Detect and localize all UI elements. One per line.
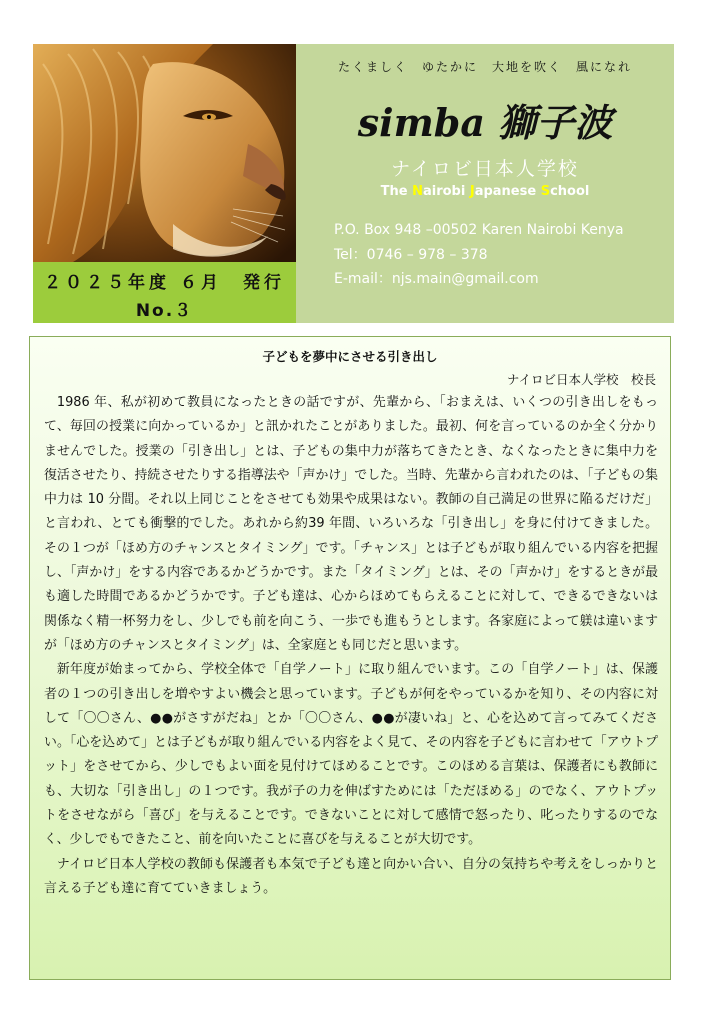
school-name-en: The Nairobi Japanese School (380, 184, 590, 199)
article-paragraph: ナイロビ日本人学校の教師も保護者も本気で子ども達と向かい合い、自分の気持ちや考えをしっかりと言える子ども達に育てていきましょう。 (44, 856, 658, 896)
masthead-panel (296, 44, 674, 323)
telephone: Tel：0746 – 978 – 378 (334, 246, 488, 263)
lion-photo (33, 44, 296, 262)
school-motto: たくましく ゆたかに 大地を吹く 風になれ (337, 60, 632, 74)
issue-info (33, 262, 296, 323)
postal-address: P.O. Box 948 –00502 Karen Nairobi Kenya (334, 222, 624, 238)
issue-number: No.３ (135, 301, 194, 321)
principal-article (29, 336, 671, 980)
article-author: ナイロビ日本人学校 校長 (506, 372, 656, 387)
article-title: 子どもを夢中にさせる引き出し (262, 349, 438, 364)
article-body (44, 391, 658, 901)
article-paragraph: 1986 年、私が初めて教員になったときの話ですが、先輩から、「おまえは、いくつの引き出しをもって、毎回の授業に向かっているか」と訊かれたことがありました。最初、何を言っているのか全く分かりませんでした。授業の「引き出し」とは、子どもの集中力が落ちてきたとき、なくなったときに集中力を復活させたり、持続させたりする指導法や「声かけ」でした。当時、先輩から言われたのは、「子どもの集中力は 10 分間。それ以上同じことをさせても効果や成果はない。教師の自己満足の世界に陥るだけだ」と言われ、とても衝撃的でした。あれから約39 年間、いろいろな「引き出し」を身に付けてきました。その１つが「ほめ方のチャンスとタイミング」です。「チャンス」とは子どもが取り組んでいる内容を把握し、「声かけ」をする内容であるかどうかです。また「タイミング」とは、その「声かけ」をするときが最も適した時間であるかどうかです。子ども達は、心からほめてもらえることに対して、できるできないは関係なく精一杯努力をし、少しでも前を向こう、一歩でも進もうとします。各家庭によって躾は違いますが「ほめ方のチャンスとタイミング」は、全家庭とも同じだと思います。 (44, 395, 658, 653)
article-paragraph: 新年度が始まってから、学校全体で「自学ノート」に取り組んでいます。この「自学ノート」は、保護者の１つの引き出しを増やすよい機会と思っています。子どもが何をやっているかを知り、その内容に対して「〇〇さん、●●がさすがだね」とか「〇〇さん、●●が凄いね」と、心を込めて言ってみてください。「心を込めて」とは子どもが取り組んでいる内容をよく見て、その内容を子どもに言わせて「アウトプット」をさせてから、少しでもよい面を見付けてほめることです。このほめる言葉は、保護者にも教師にも、大切な「引き出し」の１つです。我が子の力を伸ばすためには「ただほめる」のでなく、アウトプットをさせながら「喜び」を与えることです。できないことに対して感情で怒ったり、叱ったりするのでなく、少しでもできたこと、前を向いたことに喜びを与えることが大切です。 (44, 662, 658, 848)
email-address[interactable]: E-mail：njs.main@gmail.com (334, 271, 539, 287)
school-name-jp: ナイロビ日本人学校 (391, 158, 579, 180)
issue-date: ２０２５年度 ６月 発行 (44, 273, 285, 293)
contact-info (334, 218, 624, 292)
newsletter-title: simba 獅子波 (357, 100, 613, 145)
